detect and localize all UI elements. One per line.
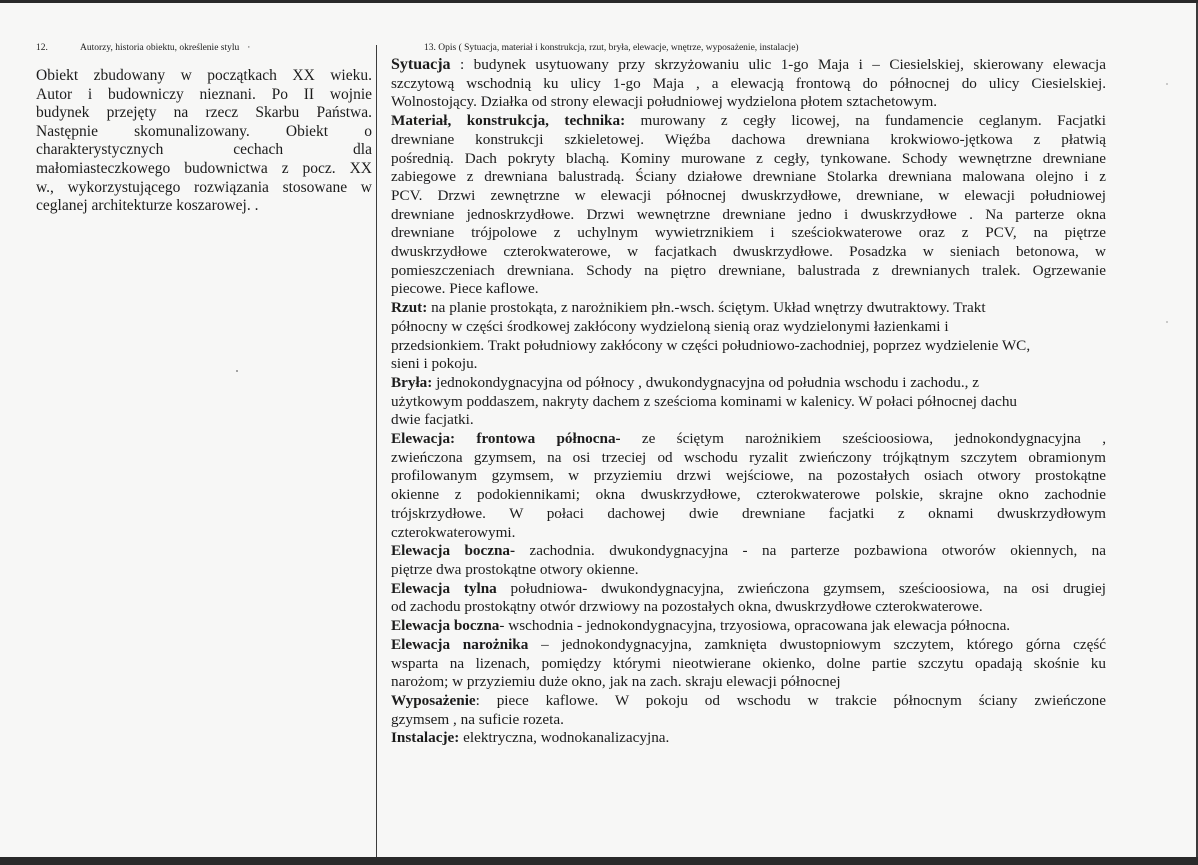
- text-line: murowany z cegły licowej, na fundamencie ceglanym. Facjatki: [625, 112, 1106, 130]
- text-line: okienne z podokiennikami; okna dwuskrzydłowe, czterokwaterowe polskie, skrajne okno zachodnie: [391, 486, 1106, 504]
- section-13-heading: 13. Opis ( Sytuacja, materiał i konstrukcja, rzut, bryła, elewacje, wnętrze, wyposażenie, instalacje): [424, 43, 799, 53]
- text-line: północny w części środkowej zakłócony wydzieloną sienią oraz wydzielonymi łazienkami i: [391, 317, 949, 335]
- text-line: profilowanym gzymsem, w przyziemiu drzwi wejściowe, na pozostałych osiach otwory prostokątne: [391, 467, 1106, 485]
- text-line: użytkowym poddaszem, nakryty dachem z sześcioma kominami w kalenicy. W połaci północnej dachu: [391, 392, 1018, 410]
- text-line: jednokondygnacyjna od północy , dwukondygnacyjna od południa wschodu i zachodu., z: [432, 373, 979, 391]
- text-line: : budynek usytuowany przy skrzyżowaniu ulic 1-go Maja i – Ciesielskiej, skierowany elewacja: [450, 56, 1106, 73]
- text-line: gzymsem , na suficie rozeta.: [391, 710, 564, 728]
- scan-speck: [236, 370, 238, 372]
- history-text: [36, 67, 372, 216]
- text-line: charakterystycznych cechach dla: [36, 141, 372, 159]
- paragraph-label: Elewacja narożnika: [391, 635, 529, 653]
- scan-speck: [1166, 321, 1168, 323]
- paragraph-elewacja-boczna-wschodnia: [391, 617, 1163, 636]
- section-12-authors-history: [36, 42, 372, 216]
- text-line: Wolnostojący. Działka od strony elewacji południowej wydzielona płotem sztachetowym.: [391, 93, 938, 111]
- paragraph-elewacja-frontowa: [391, 430, 1163, 542]
- text-line: PCV. Drzwi zewnętrzne w elewacji północnej dwuskrzydłowe, drewniane, w elewacji południowej: [391, 186, 1106, 204]
- paragraph-label: Elewacja boczna: [391, 617, 500, 635]
- text-line: wsparta na lizenach, pomiędzy którymi nieotwierane okienko, dolne partie szczytu opadają skośnie ku: [391, 654, 1106, 672]
- text-line: Obiekt zbudowany w początkach XX wieku.: [36, 67, 372, 84]
- text-line: zachodnia. dwukondygnacyjna - na parterze pozbawiona otworów okiennych, na: [515, 542, 1106, 560]
- text-line: piecowe. Piece kaflowe.: [391, 280, 539, 298]
- text-line: drewniane jednoskrzydłowe. Drzwi wewnętrzne drewniane jedno i dwuskrzydłowe . Na parterze okna: [391, 205, 1106, 223]
- section-number: 12.: [36, 43, 48, 53]
- text-line: na planie prostokąta, z narożnikiem płn.-wsch. ściętym. Układ wnętrzy dwutraktowy. Trakt: [427, 299, 986, 317]
- text-line: pośrednią. Dach pokryty blachą. Kominy murowane z cegły, tynkowane. Schody wewnętrzne drewniane: [391, 149, 1106, 167]
- text-line: - wschodnia - jednokondygnacyjna, trzyosiowa, opracowana jak elewacja północna.: [499, 617, 1011, 635]
- text-line: czterokwaterowymi.: [391, 523, 516, 541]
- paragraph-label: Elewacja boczna-: [391, 542, 516, 560]
- stray-mark: ·: [247, 43, 251, 53]
- paragraph-label: Elewacja: frontowa północna-: [391, 430, 621, 448]
- paragraph-label: Sytuacja: [391, 56, 451, 73]
- description-body: [391, 56, 1163, 748]
- text-line: pomieszczeniach drewniana. Schody na piętro drewniane, balustrada z drewnianych tralek. Ogrzewanie: [391, 261, 1106, 279]
- text-line: ceglanej architekturze koszarowej. .: [36, 197, 259, 215]
- text-line: przedsionkiem. Trakt południowy zakłócony w części południowo-zachodniej, poprzez wydzielenie WC,: [391, 336, 1031, 354]
- text-line: Następnie skomunalizowany. Obiekt o: [36, 122, 372, 140]
- text-line: od zachodu prostokątny otwór drzwiowy na pozostałych okna, dwuskrzydłowe czterokwaterowe.: [391, 598, 983, 616]
- text-line: drewniane trójpolowe z uchylnym wywietrznikiem i sześciokwaterowe oraz z PCV, na piętrze: [391, 224, 1106, 242]
- text-line: sieni i pokoju.: [391, 355, 478, 373]
- paragraph-bryla: [391, 374, 1163, 430]
- text-line: drewniane konstrukcji szkieletowej. Więźba dachowa drewniana krokwiowo-jętkowa z płatwią: [391, 130, 1106, 148]
- paragraph-elewacja-tylna: [391, 580, 1163, 617]
- text-line: szczytową wschodnią ku ulicy 1-go Maja , a elewacją frontową do północnej do ulicy Ciesielskiej.: [391, 74, 1106, 92]
- text-line: : piece kaflowe. W pokoju od wschodu w trakcie północnym ściany zwieńczone: [475, 691, 1106, 709]
- column-divider: [376, 45, 377, 857]
- paragraph-instalacje: [391, 729, 1163, 748]
- text-line: małomiasteczkowego budownictwa z pocz. XX: [36, 159, 372, 177]
- text-line: zabiegowe z drewniana balustradą. Ściany działowe drewniane Stolarka drewniana malowana olejno i z: [391, 168, 1106, 186]
- scanned-document-page: [0, 3, 1198, 857]
- text-line: Autor i budowniczy nieznani. Po II wojnie: [36, 85, 372, 103]
- paragraph-elewacja-boczna-zachodnia: [391, 542, 1163, 579]
- text-line: w., wykorzystującego rozwiązania stosowane w: [36, 178, 372, 196]
- paragraph-label: Rzut:: [391, 299, 428, 317]
- text-line: budynek przejęty na rzecz Skarbu Państwa.: [36, 104, 372, 122]
- section-12-heading: [36, 42, 372, 54]
- paragraph-label: Materiał, konstrukcja, technika:: [391, 112, 626, 130]
- section-13-description: [391, 42, 1163, 748]
- paragraph-label: Elewacja tylna: [391, 579, 497, 597]
- section-title: Autorzy, historia obiektu, określenie stylu: [80, 43, 240, 53]
- paragraph-rzut: [391, 299, 1163, 374]
- scan-speck: [1166, 83, 1168, 85]
- text-line: dwie facjatki.: [391, 411, 474, 429]
- paragraph-label: Wyposażenie: [391, 691, 476, 709]
- paragraph-material: [391, 112, 1163, 299]
- text-line: piętrze dwa prostokątne otwory okienne.: [391, 560, 639, 578]
- text-line: ze ściętym narożnikiem sześcioosiowa, jednokondygnacyjna ,: [620, 430, 1106, 448]
- paragraph-wyposazenie: [391, 692, 1163, 729]
- text-line: trójskrzydłowe. W połaci dachowej dwie drewniane facjatki z oknami dwuskrzydłowym: [391, 504, 1106, 522]
- text-line: – jednokondygnacyjna, zamknięta dwustopniowym szczytem, którego górna część: [528, 635, 1106, 653]
- text-line: elektryczna, wodnokanalizacyjna.: [459, 729, 670, 747]
- paragraph-elewacja-naroznika: [391, 636, 1163, 692]
- paragraph-sytuacja: [391, 56, 1163, 112]
- text-line: zwieńczona gzymsem, na osi trzeciej od wschodu ryzalit zwieńczony trójkątnym szczytem obramionym: [391, 448, 1106, 466]
- text-line: narożom; w przyziemiu duże okno, jak na zach. skraju elewacji północnej: [391, 673, 841, 691]
- text-line: dwuskrzydłowe czterokwaterowe, w facjatkach dwuskrzydłowe. Posadzka w sieniach betonowa, w: [391, 243, 1106, 261]
- text-line: południowa- dwukondygnacyjna, zwieńczona gzymsem, sześcioosiowa, na osi drugiej: [496, 579, 1106, 597]
- paragraph-label: Instalacje:: [391, 729, 460, 747]
- paragraph-label: Bryła:: [391, 373, 433, 391]
